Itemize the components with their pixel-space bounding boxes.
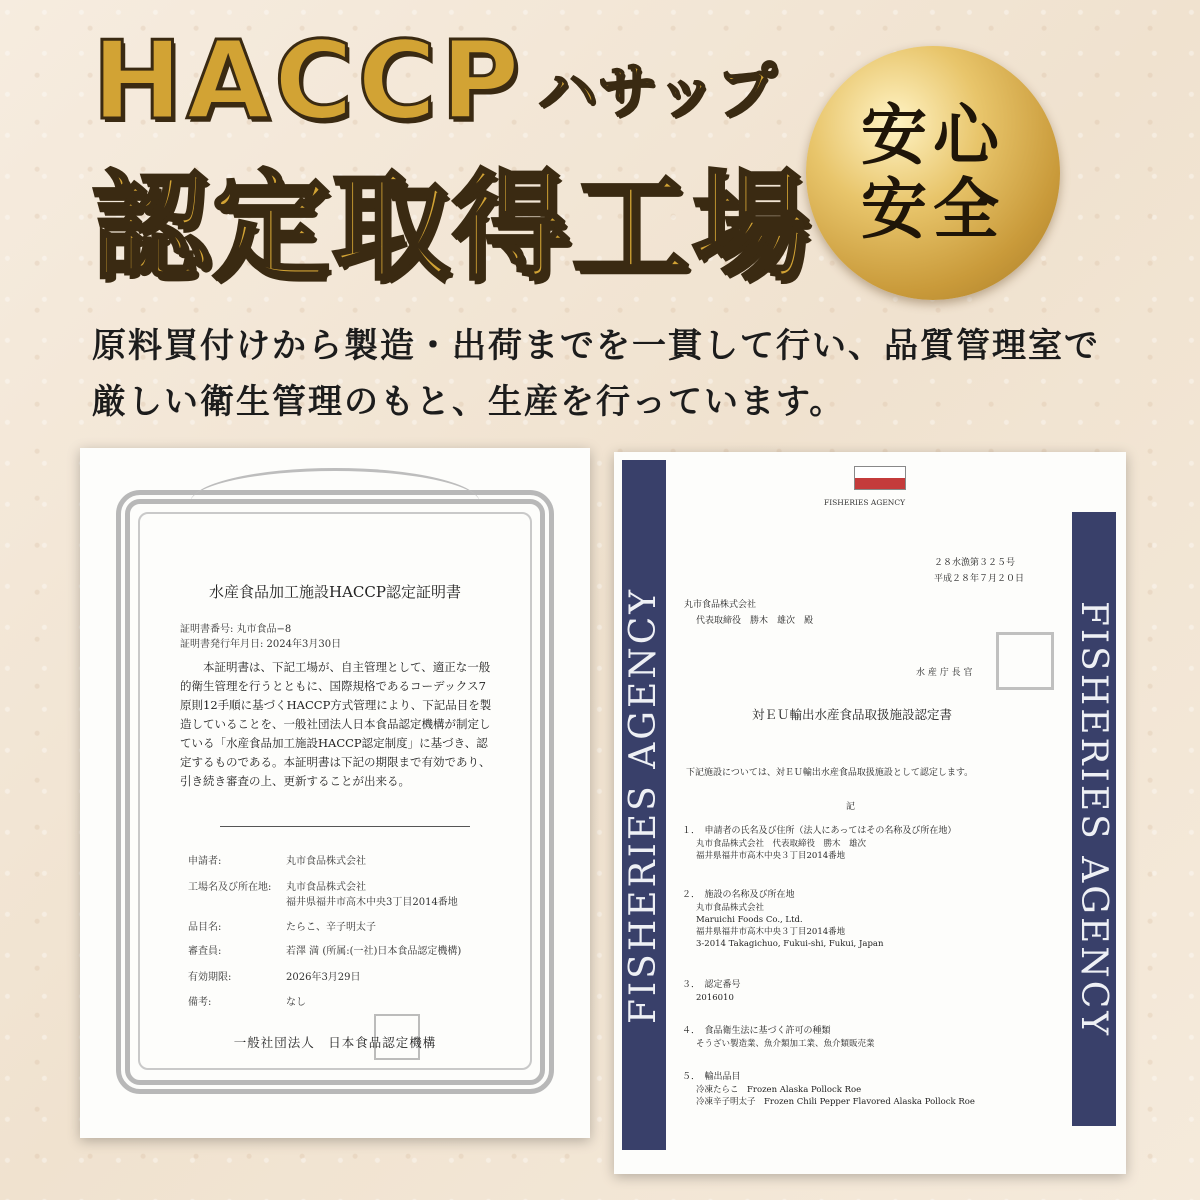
description-line-1: 原料買付けから製造・出荷までを一貫して行い、品質管理室で (92, 326, 1100, 366)
eu-certificate (614, 452, 1126, 1174)
agency-emblem (854, 466, 906, 490)
band-text: FISHERIES AGENCY (1073, 600, 1115, 1038)
document-date: 平成２８年７月２０日 (934, 574, 1025, 584)
reference-number: ２８水漁第３２５号 (934, 558, 1016, 568)
addressee-name: 代表取締役 勝木 雄次 殿 (696, 616, 814, 626)
official-seal (996, 632, 1054, 690)
row-remarks (188, 993, 306, 1008)
row-value: 丸市食品株式会社 (286, 856, 366, 867)
row-key: 品目名: (188, 922, 222, 933)
factory-address: 福井県福井市高木中央3丁目2014番地 (286, 897, 458, 908)
badge-line-2: 安全 (861, 171, 1005, 248)
row-value (286, 878, 458, 908)
ornament-arch (190, 468, 480, 538)
sender: 水 産 庁 長 官 (916, 668, 973, 678)
item-line: 冷凍辛子明太子 Frozen Chili Pepper Flavored Alaska Pollock Roe (696, 1097, 975, 1107)
item-heading: ４． 食品衛生法に基づく許可の種類 (682, 1026, 831, 1036)
item-4 (682, 1024, 1062, 1050)
item-heading: １． 申請者の氏名及び住所（法人にあってはその名称及び所在地） (682, 826, 957, 836)
row-factory (188, 878, 458, 908)
headline-row (92, 19, 777, 144)
divider (220, 826, 470, 827)
left-agency-band (622, 460, 666, 1150)
document-title: 対ＥＵ輸出水産食品取扱施設認定書 (752, 707, 953, 722)
row-value: 2026年3月29日 (286, 972, 361, 983)
haccp-heading: HACCP (92, 19, 524, 144)
factory-name: 丸市食品株式会社 (286, 882, 366, 893)
row-examiner (188, 942, 461, 957)
description (92, 318, 1122, 430)
certificate-body: 本証明書は、下記工場が、自主管理として、適正な一般的衛生管理を行うとともに、国際規格であるコーデックス7原則12手順に基づくHACCP方式管理により、下記品目を製造していることを、一般社団法人日本食品認定機構が制定している「水産食品加工施設HACCP認定制度」に基づき、認定するものである。本証明書は下記の期限まで有効であり、引き続き審査の上、更新することが出来る。 (180, 660, 492, 788)
row-key: 申請者: (188, 856, 222, 867)
certificate-number: 証明書番号: 丸市食品−8 (180, 624, 292, 635)
row-value: なし (286, 997, 306, 1008)
item-line: Maruichi Foods Co., Ltd. (696, 915, 803, 925)
row-key: 有効期限: (188, 972, 232, 983)
badge-line-1: 安心 (861, 97, 1005, 175)
haccp-kana: ハサップ (537, 57, 777, 127)
item-line: 福井県福井市高木中央３丁目2014番地 (696, 927, 846, 937)
addressee-company: 丸市食品株式会社 (684, 600, 757, 610)
item-heading: ２． 施設の名称及び所在地 (682, 890, 795, 900)
item-heading: ５． 輸出品目 (682, 1072, 741, 1082)
band-text: FISHERIES AGENCY (623, 586, 665, 1024)
item-5 (682, 1070, 1062, 1108)
item-line: 3-2014 Takagichuo, Fukui-shi, Fukui, Japan (696, 939, 884, 949)
row-product (188, 918, 376, 933)
row-key: 工場名及び所在地: (188, 882, 272, 893)
certificate-issuer: 一般社団法人 日本食品認定機構 (233, 1035, 437, 1050)
item-line: 福井県福井市高木中央３丁目2014番地 (696, 851, 846, 861)
right-agency-band (1072, 512, 1116, 1126)
description-line-2: 厳しい衛生管理のもと、生産を行っています。 (92, 382, 846, 422)
item-heading: ３． 認定番号 (682, 980, 741, 990)
certificate-title: 水産食品加工施設HACCP認定証明書 (209, 583, 461, 601)
row-value: たらこ、辛子明太子 (286, 922, 376, 933)
item-1 (682, 824, 1062, 862)
row-key: 備考: (188, 997, 212, 1008)
document-intro: 下記施設については、対ＥＵ輸出水産食品取扱施設として認定します。 (686, 768, 974, 778)
row-value: 若澤 満 (所属:(一社)日本食品認定機構) (286, 946, 462, 957)
row-key: 審査員: (188, 946, 222, 957)
ki-mark: 記 (846, 802, 856, 812)
item-line: 丸市食品株式会社 (696, 903, 765, 913)
safety-badge (806, 46, 1060, 300)
item-2 (682, 888, 1062, 950)
agency-label: FISHERIES AGENCY (824, 498, 906, 507)
item-line: そうざい製造業、魚介類加工業、魚介類販売業 (696, 1039, 875, 1049)
item-line: 冷凍たらこ Frozen Alaska Pollock Roe (696, 1085, 862, 1095)
item-line: 2016010 (696, 993, 734, 1003)
row-applicant (188, 852, 366, 867)
certificate-issue-date: 証明書発行年月日: 2024年3月30日 (180, 639, 342, 650)
row-expiry (188, 968, 361, 983)
haccp-certificate (80, 448, 590, 1138)
item-line: 丸市食品株式会社 代表取締役 勝木 雄次 (696, 839, 867, 849)
item-3 (682, 978, 1062, 1004)
certified-factory-heading: 認定取得工場 (92, 158, 813, 296)
